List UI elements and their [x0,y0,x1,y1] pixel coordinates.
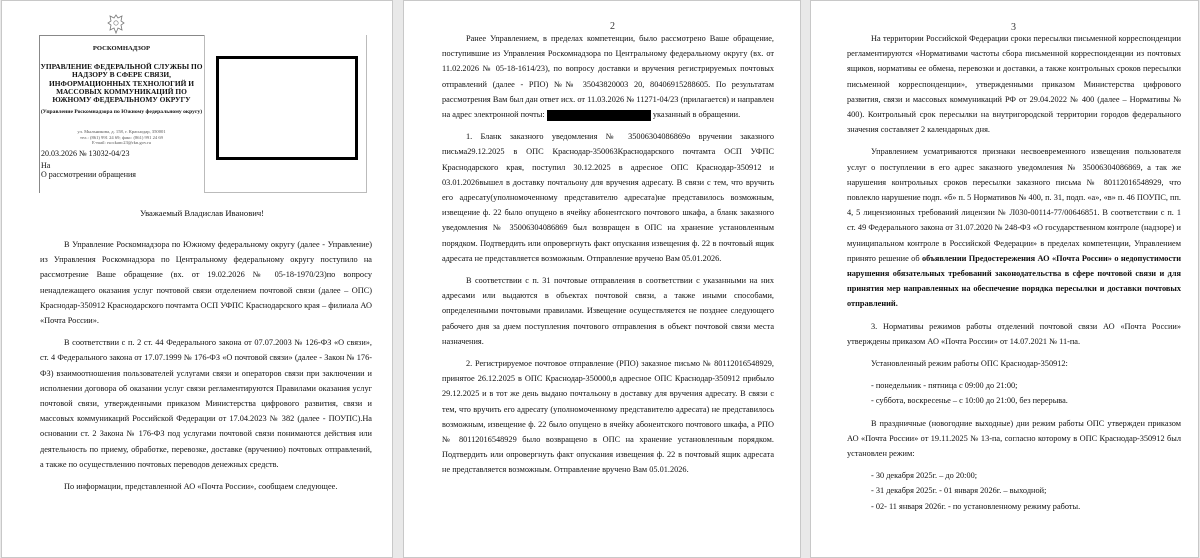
holiday-item: - 31 декабря 2025г. - 01 января 2026г. – выходной; [871,486,1047,496]
document-page-3 [810,0,1199,558]
paragraph: 3. Нормативы режимов работы отделений почтовой связи АО «Почта России» утверждены приказом АО «Почта России» от 14.07.2021 № 11-па. [847,321,1181,346]
paragraph: По информации, представленной АО «Почта России», сообщаем следующее. [64,482,338,492]
greeting: Уважаемый Владислав Иванович! [140,208,265,218]
page-number: 2 [610,21,615,32]
redacted-addressee [216,56,358,160]
paragraph: В соответствии с п. 2 ст. 44 Федерального закона от 07.07.2003 № 126-ФЗ «О связи», ст. 4 Федерального закона от 17.07.1999 № 176-ФЗ «О почтовой связи» (далее - Закон № 176-ФЗ) взаимоотношения пользователей услугами связи и операторов связи при заключении и исполнении договора об оказании услуг связи регламентируются Правилами оказания услуг почтовой связи, утвержденными приказом Министерства цифрового развития, связи и массовых коммуникаций Российской Федерации от 17.04.2023 № 382 (далее - ПОУПС).На основании ст. 2 Закона № 176-ФЗ под услугами почтовой связи понимаются действия или деятельность по приему, обработке, перевозке, доставке (вручению) почтовых отправлений, а также по осуществлению почтовых переводов денежных средств. [40,338,372,469]
organization-subname: (Управление Роскомнадзора по Южному федеральному округу) [40,109,203,115]
page1-body [40,237,372,494]
paragraph [847,144,1181,311]
paragraph-intro-a: Ранее Управлением, в пределах компетенции, было рассмотрено Ваше обращение, поступившие из Управления Роскомнадзора по Центральному федеральному округу (вх. от 11.02.2026 № 05-18-1614/23), по вопросу доставки и вручения регистрируемых почтовых отправлений (далее - РПО) №№ 35043820003 20, 80406915288605. По результатам рассмотрения Вам был дан ответ исх. от 11.03.2026 № 11271-04/23 (прилагается) и направлен на адрес электронной почты: [442,34,774,120]
paragraph-text: Управлением усматриваются признаки несвоевременного извещения пользователя услуг о поступлении в его адрес заказного уведомления № 35006304086869, а так же нарушения контрольных сроков пересылки заказного письма № 80112016548929, что повлекло нарушение подп. «б» п. 5 Нормативов № 400, п. 31, подп. «а», «в» п. 46 ПОУПС, пп. 4, 5 лицензионных требований лицензии № Л030-00114-77/00646851. В соответствии с п. 1 ст. 49 Федерального закона от 31.07.2020 № 248-ФЗ «О государственном контроле (надзоре) и муниципальном контроле в Российской Федерации» в пределах компетенции, Управлением принято решение об [847,147,1181,263]
organization-contacts [39,129,204,146]
organization-address: ул. Мыльникова, д. 158, г. Краснодар, 350001 [77,129,166,134]
paragraph: 2. Регистрируемое почтовое отправление (РПО) заказное письмо № 80112016548929, принятое 26.12.2025 в ОПС Краснодар-350000,в адресное ОПС Краснодар-350912 прибыло 29.12.2025 и в тот же день выдано почтальону в доставку для вручения адресату. В связи с тем, что вручить его адресату (уполномоченному представителю адресата) не представилось возможным, извещение ф. 22 было опущено в ячейку абонентского почтового шкафа, а РПО № 80112016548929 было возвращено в ОПС на хранение установленным порядком. Подтвердить или опровергнуть факт опускания извещения ф. 22 в почтовый ящик адресата не представляется возможным. Отправление вручено Вам 05.01.2026. [442,359,774,475]
registration-block [41,149,136,180]
document-page-2 [403,0,801,558]
paragraph-intro [442,31,774,122]
document-page-1 [1,0,393,558]
reg-date-number: 20.03.2026 № 13032-04/23 [41,149,130,158]
coat-of-arms-icon [106,13,126,35]
page2-body [442,31,774,478]
paragraph: В Управление Роскомнадзора по Южному федеральному округу (далее - Управление) из Управления Роскомнадзора по Центральному федеральному округу поступило на рассмотрение Ваше обращение (вх. от 19.02.2026 № 05-18-1970/23)по вопросу ненадлежащего оказания услуг почтовой связи отделением почтовой связи (далее – ОПС) Краснодар-350912 Краснодарского почтамта ОСП УФПС Краснодарского края – филиала АО «Почта России». [40,240,372,326]
page-number: 3 [1011,22,1016,33]
schedule-title: Установленный режим работы ОПС Краснодар-350912: [871,359,1068,369]
paragraph-intro-b: указанный в обращении. [652,110,741,120]
paragraph: В праздничные (новогодние выходные) дни режим работы ОПС утвержден приказом АО «Почта России» от 19.11.2025 № 13-па, согласно которому в ОПС Краснодар-350912 был установлен режим: [847,418,1181,459]
paragraph: В соответствии с п. 31 почтовые отправления в соответствии с указанными на них адресами или выдаются в объектах почтовой связи, а также иными способами, определенными почтовыми правилами. Извещение осуществляется не позднее следующего рабочего дня за днем поступления почтового отправления в объект почтовой связи места назначения. [442,276,774,346]
agency-short-name: РОСКОМНАДЗОР [92,45,151,52]
holiday-item: - 02- 11 января 2026г. - по установленному режиму работы. [871,501,1081,511]
organization-name: УПРАВЛЕНИЕ ФЕДЕРАЛЬНОЙ СЛУЖБЫ ПО НАДЗОРУ В СФЕРЕ СВЯЗИ, ИНФОРМАЦИОННЫХ ТЕХНОЛОГИЙ И МАССОВЫХ КОММУНИКАЦИЙ ПО ЮЖНОМУ ФЕДЕРАЛЬНОМУ ОКРУГУ [40,62,203,105]
letter-subject: О рассмотрении обращения [41,170,136,179]
organization-phone: тел.: (861) 991 24 69; факс: (861) 991 24 69 [80,134,163,140]
paragraph-bold: объявлении Предостережения АО «Почта России» о недопустимости нарушения обязательных требований законодательства в сфере почтовой связи и для принятия мер направленных на обеспечение порядка пересылки и доставки почтовых отправлений. [847,253,1181,309]
holiday-item: - 30 декабря 2025г. – до 20:00; [871,471,978,481]
organization-email: E-mail: rsockanc23@rkn.gov.ru [92,140,151,146]
schedule-item: - суббота, воскресенье – с 10:00 до 21:00, без перерыва. [871,396,1068,406]
page3-body [847,31,1181,514]
paragraph: На территории Российской Федерации сроки пересылки письменной корреспонденции регламентируются «Нормативами частоты сбора письменной корреспонденции из почтовых ящиков, нормативы ее обмена, перевозки и доставки, а также контрольных сроков пересылки письменной корреспонденции», утвержденными приказом Министерства цифрового развития, связи и массовых коммуникаций РФ от 29.04.2022 № 400 (далее – Нормативы № 400). Контрольный срок пересылки на внутригородской территории городов федерального значения составляет 2 календарных дня. [847,34,1181,135]
paragraph: 1. Бланк заказного уведомления № 35006304086869о вручении заказного письма29.12.2025 в ОПС Краснодар-350063Краснодарского почтамта ОСП УФПС Краснодарского края, поступил 30.12.2025 в адресное ОПС Краснодар-350912 и 03.01.2026вышел в доставку почтальону для вручения адресату. В связи с тем, что вручить его адресату(уполномоченному представителю адресата)не представилось возможным, извещение ф. 22 было опущено в ячейку абонентского почтового шкафа, а бланк заказного уведомления № 35006304086869 был возвращен в ОПС на хранение установленным порядком. Подтвердить или опровергнуть факт опускания извещения ф. 22 в почтовый ящик адресата не представляется возможным. Отправление вручено Вам 05.01.2026. [442,132,774,263]
schedule-item: - понедельник - пятница с 09:00 до 21:00; [871,381,1018,391]
redacted-email [547,110,651,121]
reference-label: На [41,160,51,170]
